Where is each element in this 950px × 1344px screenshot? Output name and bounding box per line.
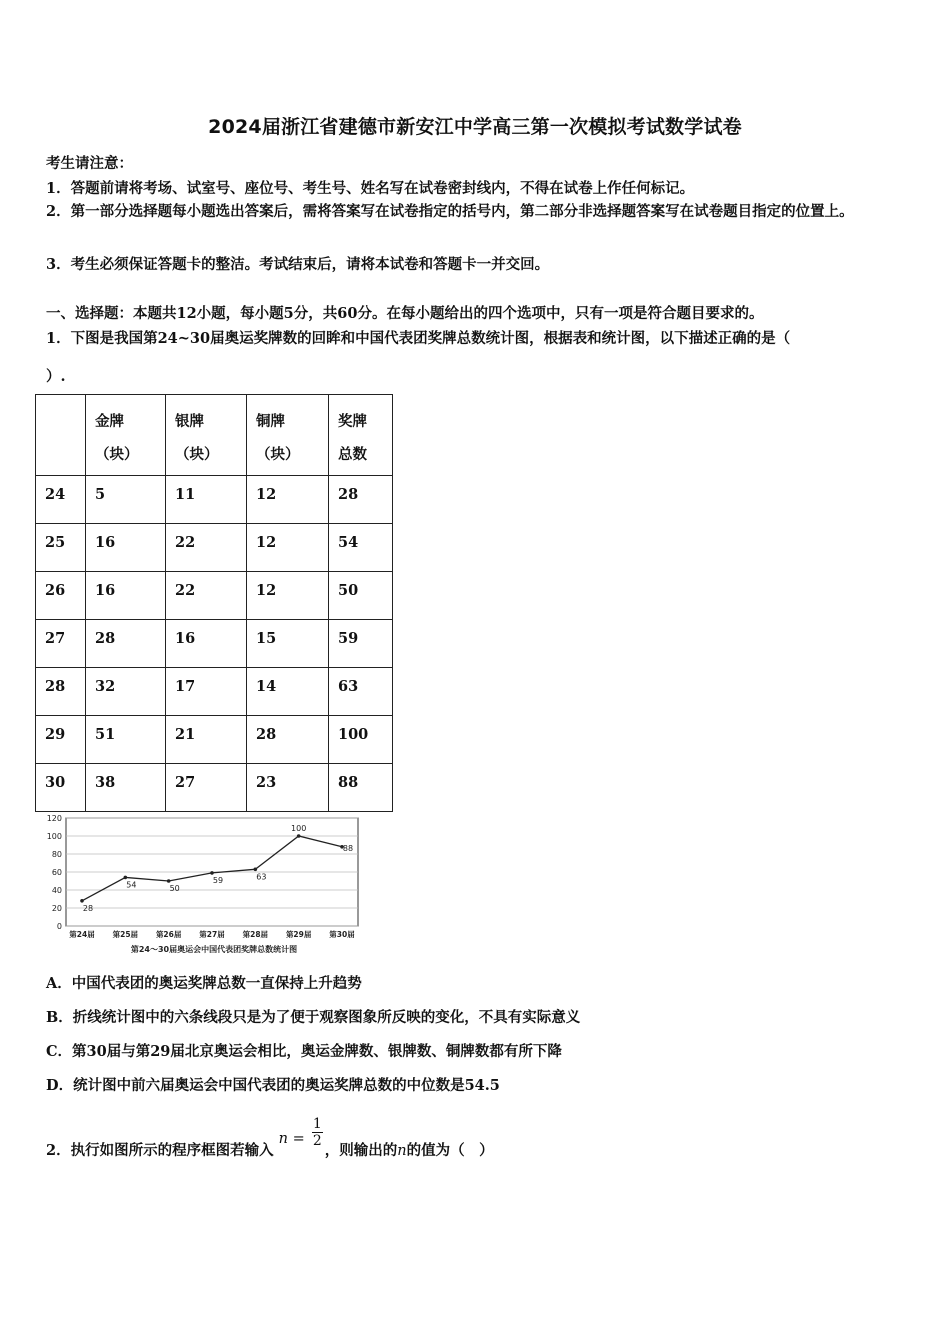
table-cell: 12 (247, 476, 329, 524)
table-cell: 28 (247, 716, 329, 764)
q2-fraction (312, 1116, 323, 1149)
q2-suffix: 的值为（ ） (406, 1141, 494, 1159)
q1-stem-line1: 1．下图是我国第24~30届奥运奖牌数的回眸和中国代表团奖牌总数统计图，根据表和统计图，以下描述正确的是（ (46, 330, 791, 347)
table-cell: 22 (166, 572, 247, 620)
y-tick-label: 20 (51, 904, 62, 913)
y-tick-label: 80 (51, 850, 62, 859)
q2-middle: ，则输出的 (324, 1141, 398, 1159)
table-header-cell (36, 395, 86, 476)
table-cell: 27 (166, 764, 247, 812)
table-cell: 28 (86, 620, 166, 668)
table-row (36, 620, 393, 668)
option-a: A．中国代表团的奥运奖牌总数一直保持上升趋势 (46, 975, 362, 992)
notice-item-2: 2．第一部分选择题每小题选出答案后，需将答案写在试卷指定的括号内，第二部分非选择题答案写在试卷题目指定的位置上。 (46, 203, 854, 220)
q1-stem-line2: ）. (46, 368, 66, 385)
table-row (36, 572, 393, 620)
data-point (80, 899, 84, 903)
notice-heading: 考生请注意： (46, 155, 133, 172)
chart-title: 第24～30届奥运会中国代表团奖牌总数统计图 (130, 945, 298, 954)
medal-line-chart (36, 810, 366, 960)
table-cell: 22 (166, 524, 247, 572)
table-cell: 15 (247, 620, 329, 668)
table-row (36, 524, 393, 572)
x-tick-label: 第27届 (199, 930, 225, 939)
table-cell: 12 (247, 524, 329, 572)
section-heading: 一、选择题：本题共12小题，每小题5分，共60分。在每小题给出的四个选项中，只有一项是符合题目要求的。 (46, 305, 764, 322)
header-bronze: 铜牌 (256, 413, 285, 430)
data-label: 100 (291, 824, 307, 833)
y-tick-label: 40 (51, 886, 62, 895)
table-row (36, 764, 393, 812)
table-cell: 26 (36, 572, 86, 620)
table-cell: 28 (36, 668, 86, 716)
table-header-cell: 银牌 （块） (166, 395, 247, 476)
notice-item-1: 1．答题前请将考场、试室号、座位号、考生号、姓名写在试卷密封线内，不得在试卷上作任何标记。 (46, 180, 695, 197)
x-tick-label: 第28届 (242, 930, 269, 939)
table-cell: 11 (166, 476, 247, 524)
data-point (210, 871, 214, 875)
table-cell: 12 (247, 572, 329, 620)
table-row (36, 716, 393, 764)
option-d: D．统计图中前六届奥运会中国代表团的奥运奖牌总数的中位数是54.5 (46, 1077, 500, 1094)
data-point (124, 876, 128, 880)
header-silver: 银牌 (175, 413, 204, 430)
data-point (254, 868, 258, 872)
question-2 (46, 1108, 494, 1159)
table-cell: 100 (329, 716, 393, 764)
table-row (36, 476, 393, 524)
q2-fraction-denominator: 2 (312, 1133, 322, 1149)
table-cell: 24 (36, 476, 86, 524)
q2-prefix: 2．执行如图所示的程序框图若输入 (46, 1141, 274, 1159)
series-line (82, 836, 342, 901)
table-cell: 17 (166, 668, 247, 716)
table-cell: 29 (36, 716, 86, 764)
data-point (167, 879, 171, 883)
table-cell: 38 (86, 764, 166, 812)
table-cell: 23 (247, 764, 329, 812)
data-point (297, 834, 301, 838)
table-row (36, 668, 393, 716)
y-tick-label: 0 (56, 922, 62, 931)
table-header-cell: 金牌 （块） (86, 395, 166, 476)
data-label: 59 (212, 875, 224, 885)
page-title: 2024届浙江省建德市新安江中学高三第一次模拟考试数学试卷 (208, 116, 742, 138)
x-tick-label: 第30届 (329, 930, 355, 939)
table-header-cell: 铜牌 （块） (247, 395, 329, 476)
data-label: 28 (82, 903, 94, 913)
header-gold: 金牌 (95, 413, 124, 430)
header-total: 奖牌 (338, 413, 367, 430)
table-cell: 30 (36, 764, 86, 812)
x-tick-label: 第24届 (69, 930, 95, 939)
y-tick-label: 100 (46, 832, 62, 841)
table-cell: 28 (329, 476, 393, 524)
x-tick-label: 第29届 (285, 930, 312, 939)
notice-item-3: 3．考生必须保证答题卡的整洁。考试结束后，请将本试卷和答题卡一并交回。 (46, 256, 550, 273)
q2-var-n-output: n (397, 1142, 407, 1159)
data-label: 63 (256, 872, 267, 882)
table-cell: 59 (329, 620, 393, 668)
table-cell: 88 (329, 764, 393, 812)
q2-var-n: n (278, 1130, 288, 1147)
table-cell: 14 (247, 668, 329, 716)
table-cell: 50 (329, 572, 393, 620)
table-cell: 5 (86, 476, 166, 524)
table-cell: 25 (36, 524, 86, 572)
table-cell: 16 (86, 524, 166, 572)
y-tick-label: 120 (46, 814, 62, 823)
y-tick-label: 60 (51, 868, 62, 877)
table-cell: 27 (36, 620, 86, 668)
medal-table (35, 394, 393, 812)
x-tick-label: 第26届 (155, 930, 182, 939)
data-label: 88 (342, 843, 354, 853)
q2-equals: = (288, 1130, 305, 1147)
table-cell: 16 (86, 572, 166, 620)
option-c: C．第30届与第29届北京奥运会相比，奥运金牌数、银牌数、铜牌数都有所下降 (46, 1043, 562, 1060)
table-header-cell: 奖牌 总数 (329, 395, 393, 476)
table-cell: 51 (86, 716, 166, 764)
table-header-row (36, 395, 393, 476)
q2-fraction-numerator: 1 (312, 1116, 322, 1132)
data-label: 50 (169, 884, 180, 893)
table-cell: 16 (166, 620, 247, 668)
x-tick-label: 第25届 (112, 930, 139, 939)
data-label: 54 (126, 880, 137, 890)
table-cell: 21 (166, 716, 247, 764)
table-cell: 32 (86, 668, 166, 716)
table-cell: 54 (329, 524, 393, 572)
option-b: B．折线统计图中的六条线段只是为了便于观察图象所反映的变化，不具有实际意义 (46, 1009, 581, 1026)
table-cell: 63 (329, 668, 393, 716)
